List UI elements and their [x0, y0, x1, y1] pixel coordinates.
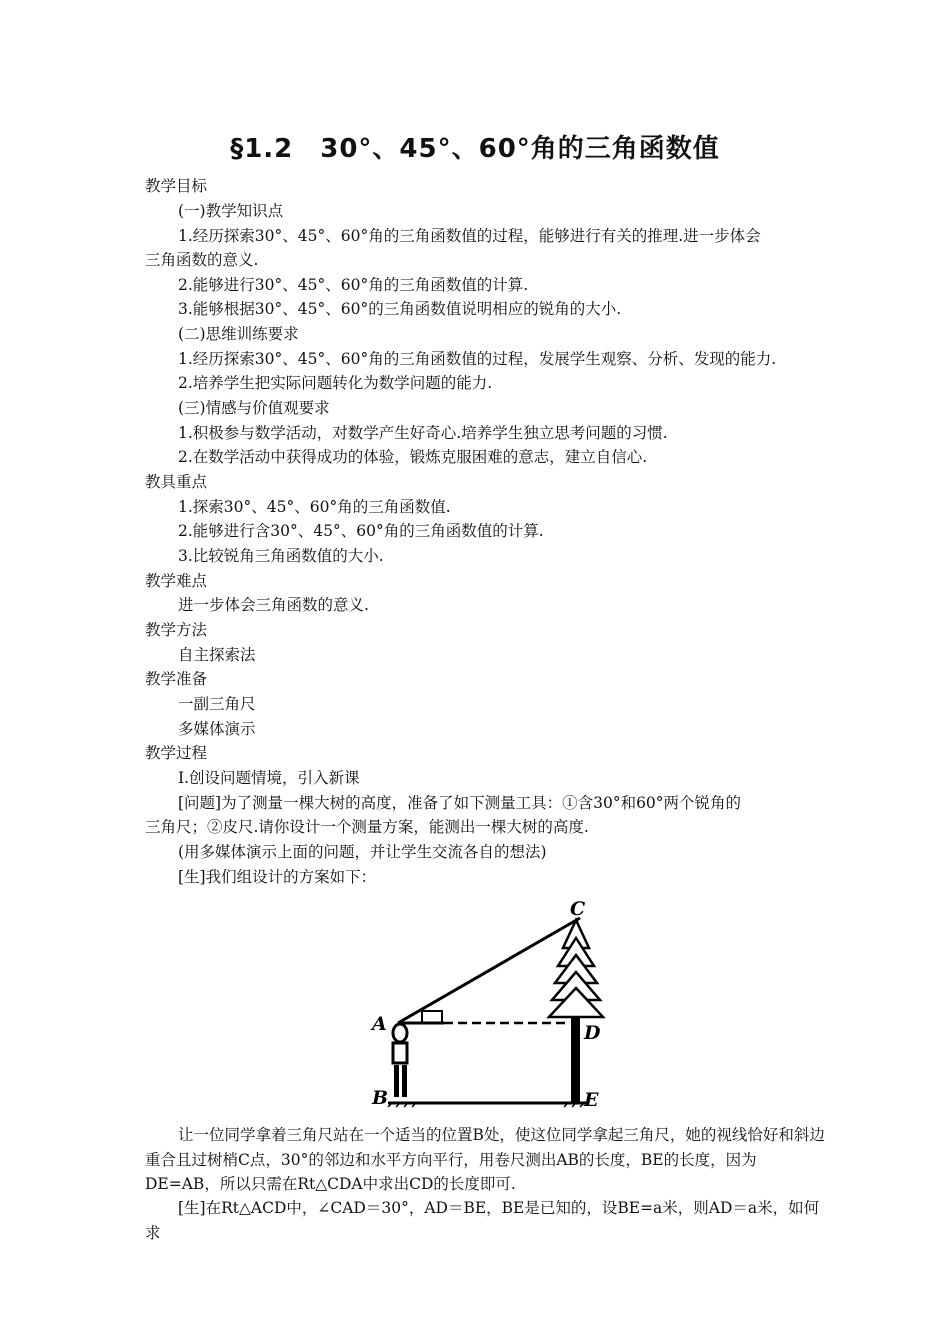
text-line: 三角尺；②皮尺.请你设计一个测量方案，能测出一棵大树的高度. — [145, 818, 589, 836]
text-line: 1.积极参与数学活动，对数学产生好奇心.培养学生独立思考问题的习惯. — [178, 424, 668, 442]
label-a: A — [372, 1013, 387, 1035]
label-c: C — [570, 898, 586, 920]
section-heading: 教学准备 — [145, 670, 208, 688]
text-line: 1.经历探索30°、45°、60°角的三角函数值的过程，能够进行有关的推理.进一步体会 — [178, 227, 761, 245]
section-heading: 教学过程 — [145, 744, 208, 762]
text-line: Ⅰ.创设问题情境，引入新课 — [178, 769, 360, 787]
text-line: (用多媒体演示上面的问题，并让学生交流各自的想法) — [178, 843, 547, 861]
text-line: 3.比较锐角三角函数值的大小. — [178, 547, 384, 565]
paragraph — [145, 1123, 825, 1197]
tree-icon — [549, 920, 603, 1017]
sight-line — [398, 918, 580, 1023]
section-heading: 教学难点 — [145, 572, 208, 590]
tree-measurement-diagram — [360, 893, 610, 1118]
text-line: 多媒体演示 — [178, 720, 256, 738]
paragraph-text: [生]在Rt△ACD中，∠CAD＝30°，AD＝BE，BE是已知的，设BE=a米，则AD＝a米，如何求 — [145, 1199, 820, 1242]
sub-heading: (三)情感与价值观要求 — [178, 399, 330, 417]
person-icon — [393, 1024, 407, 1097]
text-line: 2.培养学生把实际问题转化为数学问题的能力. — [178, 374, 493, 392]
section-heading: 教学方法 — [145, 621, 208, 639]
text-line: 三角函数的意义. — [145, 251, 259, 269]
text-line: 一副三角尺 — [178, 695, 256, 713]
paragraph-text: 让一位同学拿着三角尺站在一个适当的位置B处，使这位同学拿起三角尺，她的视线恰好和斜边重合且过树梢C点，30°的邻边和水平方向平行，用卷尺测出AB的长度，BE的长度，因为DE=AB，所以只需在Rt△CDA中求出CD的长度即可. — [145, 1126, 825, 1193]
section-heading: 教具重点 — [145, 473, 208, 491]
label-b: B — [372, 1087, 389, 1109]
text-line: 2.在数学活动中获得成功的体验，锻炼克服困难的意志，建立自信心. — [178, 448, 648, 466]
text-line: [问题]为了测量一棵大树的高度，准备了如下测量工具：①含30°和60°两个锐角的 — [178, 794, 742, 812]
text-line: 进一步体会三角函数的意义. — [178, 596, 369, 614]
label-d: D — [584, 1022, 601, 1044]
text-line: 1.探索30°、45°、60°角的三角函数值. — [178, 498, 451, 516]
text-line: 自主探索法 — [178, 646, 256, 664]
text-line: 2.能够进行30°、45°、60°角的三角函数值的计算. — [178, 276, 529, 294]
text-line: [生]我们组设计的方案如下： — [178, 868, 377, 886]
text-line: 3.能够根据30°、45°、60°的三角函数值说明相应的锐角的大小. — [178, 300, 622, 318]
text-line: 1.经历探索30°、45°、60°角的三角函数值的过程，发展学生观察、分析、发现的能力. — [178, 350, 777, 368]
page-title: §1.2 30°、45°、60°角的三角函数值 — [230, 134, 720, 164]
sub-heading: (二)思维训练要求 — [178, 325, 299, 343]
text-line: 2.能够进行含30°、45°、60°角的三角函数值的计算. — [178, 522, 544, 540]
sub-heading: (一)教学知识点 — [178, 202, 284, 220]
paragraph — [145, 1196, 825, 1245]
label-e: E — [584, 1089, 599, 1111]
right-angle-mark — [422, 1011, 442, 1023]
tree-trunk — [571, 1017, 580, 1103]
section-heading: 教学目标 — [145, 177, 208, 195]
